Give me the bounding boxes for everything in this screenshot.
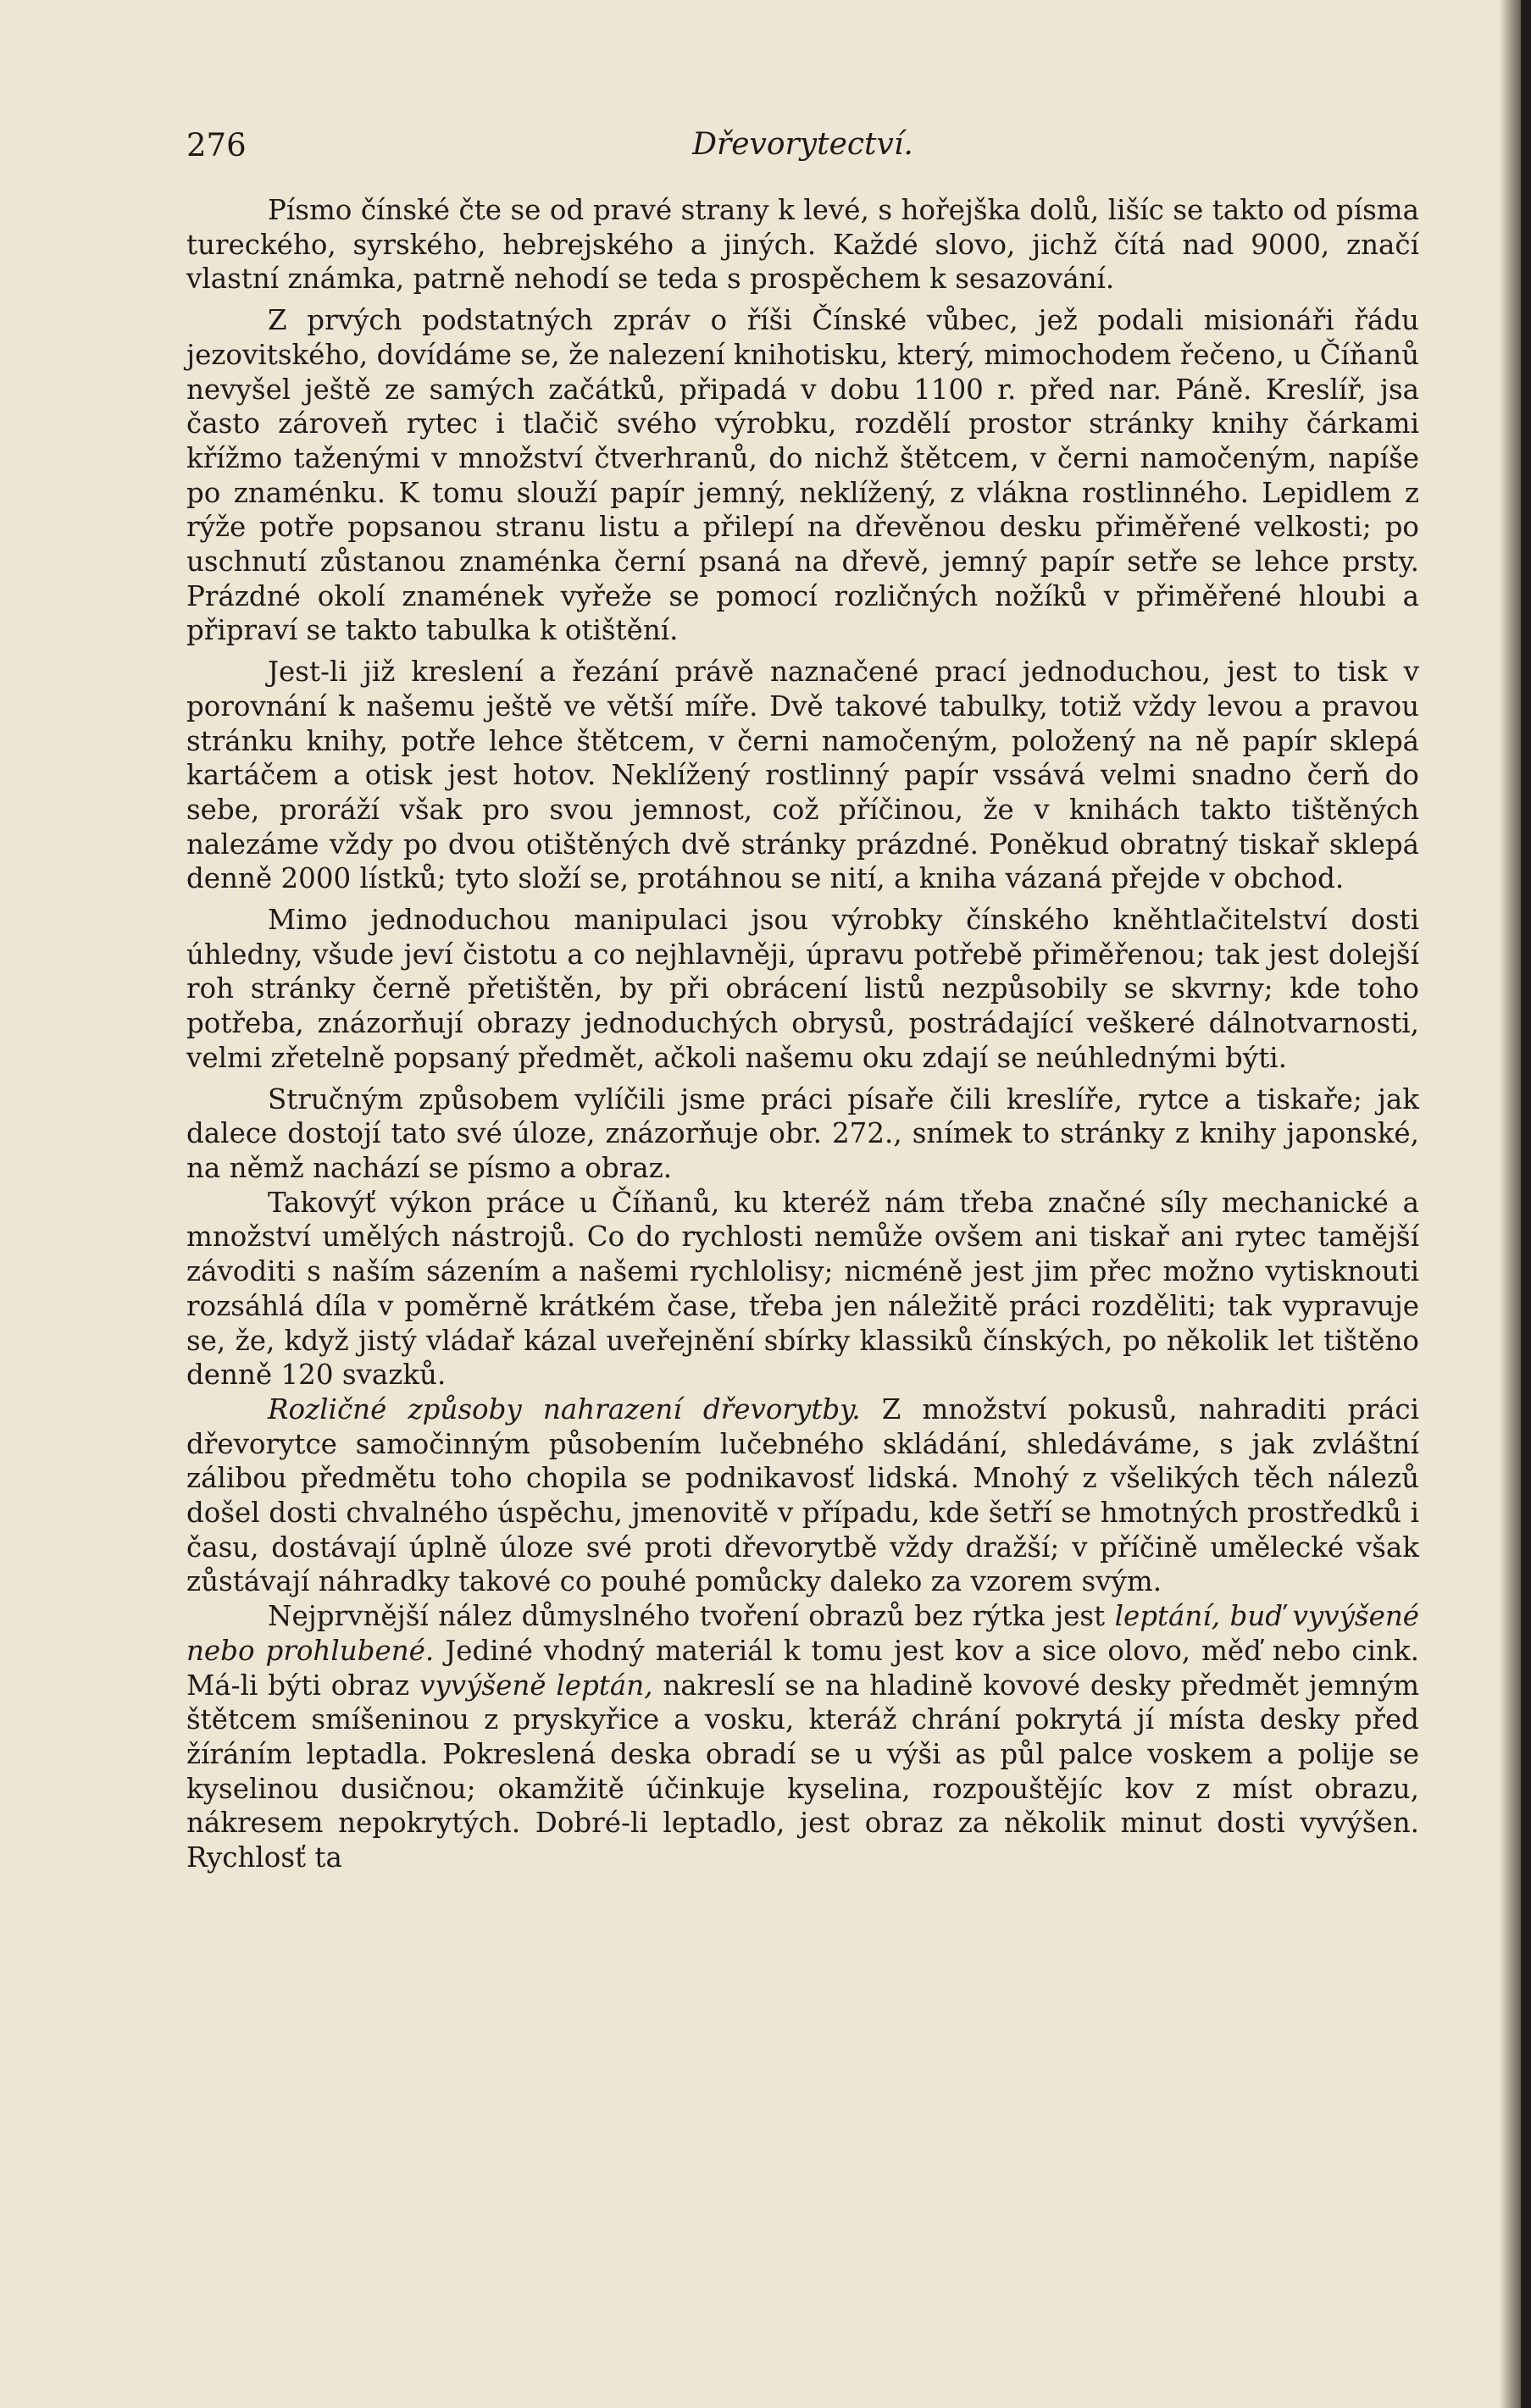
body-text bbox=[186, 193, 1419, 1875]
paragraph-1: Písmo čínské čte se od pravé strany k levé, s hořejška dolů, lišíc se takto od písma tureckého, syrského, hebrejského a jiných. Každé slovo, jichž čítá nad 9000, značí vlastní známka, patrně nehodí se teda s prospěchem k sesazování. bbox=[186, 194, 1419, 296]
paragraph-7 bbox=[186, 1392, 1419, 1599]
paragraph-5: Stručným způsobem vylíčili jsme práci písaře čili kreslíře, rytce a tiskaře; jak dalece dostojí tato své úloze, znázorňuje obr. 272., snímek to stránky z knihy japonské, na němž nachází se písmo a obraz. bbox=[186, 1082, 1419, 1184]
page-number: 276 bbox=[186, 127, 247, 163]
paragraph-3: Jest-li již kreslení a řezání právě naznačené prací jednoduchou, jest to tisk v porovnání k našemu ještě ve větší míře. Dvě takové tabulky, totiž vždy levou a pravou stránku knihy, potře lehce štětcem, v černi namočeným, položený na ně papír sklepá kartáčem a otisk jest hotov. Neklížený rostlinný papír vssává velmi snadno čerň do sebe, proráží však pro svou jemnost, což příčinou, že v knihách takto tištěných nalezáme vždy po dvou otištěných dvě stránky prázdné. Poněkud obratný tiskař sklepá denně 2000 lístků; tyto složí se, protáhnou se nití, a kniha vázaná přejde v obchod. bbox=[186, 656, 1419, 895]
paragraph-6: Takovýť výkon práce u Číňanů, ku kteréž nám třeba značné síly mechanické a množství umělých nástrojů. Co do rychlosti nemůže ovšem ani tiskař ani rytec tamější závoditi s naším sázením a našemi rychlolisy; nicméně jest jim přec možno vytisknouti rozsáhlá díla v poměrně krátkém čase, třeba jen náležitě práci rozděliti; tak vypravuje se, že, když jistý vládař kázal uveřejnění sbírky klassiků čínských, po několik let tištěno denně 120 svazků. bbox=[186, 1186, 1419, 1392]
paragraph-8-part-b: Jediné vhodný materiál k tomu jest kov a sice olovo, měď nebo cink. Má-li býti obraz bbox=[186, 1634, 1419, 1702]
running-title: Dřevorytectví. bbox=[692, 127, 913, 162]
italic-term-leptani: leptání, buď vyvýšené nebo prohlubené. bbox=[186, 1600, 1420, 1667]
paragraph-8 bbox=[186, 1599, 1419, 1875]
paragraph-2: Z prvých podstatných zpráv o říši Čínské vůbec, jež podali misionáři řádu jezovitského, dovídáme se, že nalezení knihotisku, který, mimochodem řečeno, u Číňanů nevyšel ještě ze samých začátků, připadá v dobu 1100 r. před nar. Páně. Kreslíř, jsa často zároveň rytec i tlačič svého výrobku, rozdělí prostor stránky knihy čárkami křížmo taženými v množství čtverhranů, do nichž štětcem, v černi namočeným, napíše po znaménku. K tomu slouží papír jemný, neklížený, z vlákna rostlinného. Lepidlem z rýže potře popsanou stranu listu a přilepí na dřevěnou desku přiměřené velkosti; po uschnutí zůstanou znaménka černí psaná na dřevě, jemný papír setře se lehce prsty. Prázdné okolí znamének vyřeže se pomocí rozličných nožíků v přiměřené hloubi a připraví se takto tabulka k otištění. bbox=[186, 304, 1419, 647]
paragraph-7-text: Z množství pokusů, nahraditi práci dřevorytce samočinným působením lučebného skládání, shledáváme, s jak zvláštní zálibou předmětu toho chopila se podnikavosť lidská. Mnohý z všelikých těch nálezů došel dosti chvalného úspěchu, jmenovitě v případu, kde šetří se hmotných prostředků i času, dostávají úplně úloze své proti dřevorytbě vždy dražší; v příčině umělecké však zůstávají náhradky takové co pouhé pomůcky daleko za vzorem svým. bbox=[186, 1392, 1419, 1598]
paragraph-8-part-a: Nejprvnější nález důmyslného tvoření obrazů bez rýtka jest bbox=[268, 1600, 1115, 1633]
page-header bbox=[186, 127, 1419, 174]
paragraph-4: Mimo jednoduchou manipulaci jsou výrobky čínského kněhtlačitelství dosti úhledny, všude jeví čistotu a co nejhlavněji, úpravu potřebě přiměřenou; tak jest dolejší roh stránky černě přetištěn, by při obrácení listů nezpůsobily se skvrny; kde toho potřeba, znázorňují obrazy jednoduchých obrysů, postrádající veškeré dálnotvarnosti, velmi zřetelně popsaný předmět, ačkoli našemu oku zdají se neúhlednými býti. bbox=[186, 904, 1419, 1074]
paragraph-8-part-c: nakreslí se na hladině kovové desky předmět jemným štětcem smíšeninou z pryskyřice a vosku, kteráž chrání pokrytá jí místa desky před žíráním leptadla. Pokreslená deska obradí se u výši as půl palce voskem a polije se kyselinou dusičnou; okamžitě účinkuje kyselina, rozpouštějíc kov z míst obrazu, nákresem nepokrytých. Dobré-li leptadlo, jest obraz za několik minut dosti vyvýšen. Rychlosť ta bbox=[186, 1669, 1420, 1874]
italic-term-vyvysene: vyvýšeně leptán, bbox=[419, 1669, 653, 1702]
spine-edge bbox=[1521, 0, 1531, 2408]
section-heading-italic: Rozličné způsoby nahrazení dřevorytby. bbox=[268, 1392, 861, 1425]
